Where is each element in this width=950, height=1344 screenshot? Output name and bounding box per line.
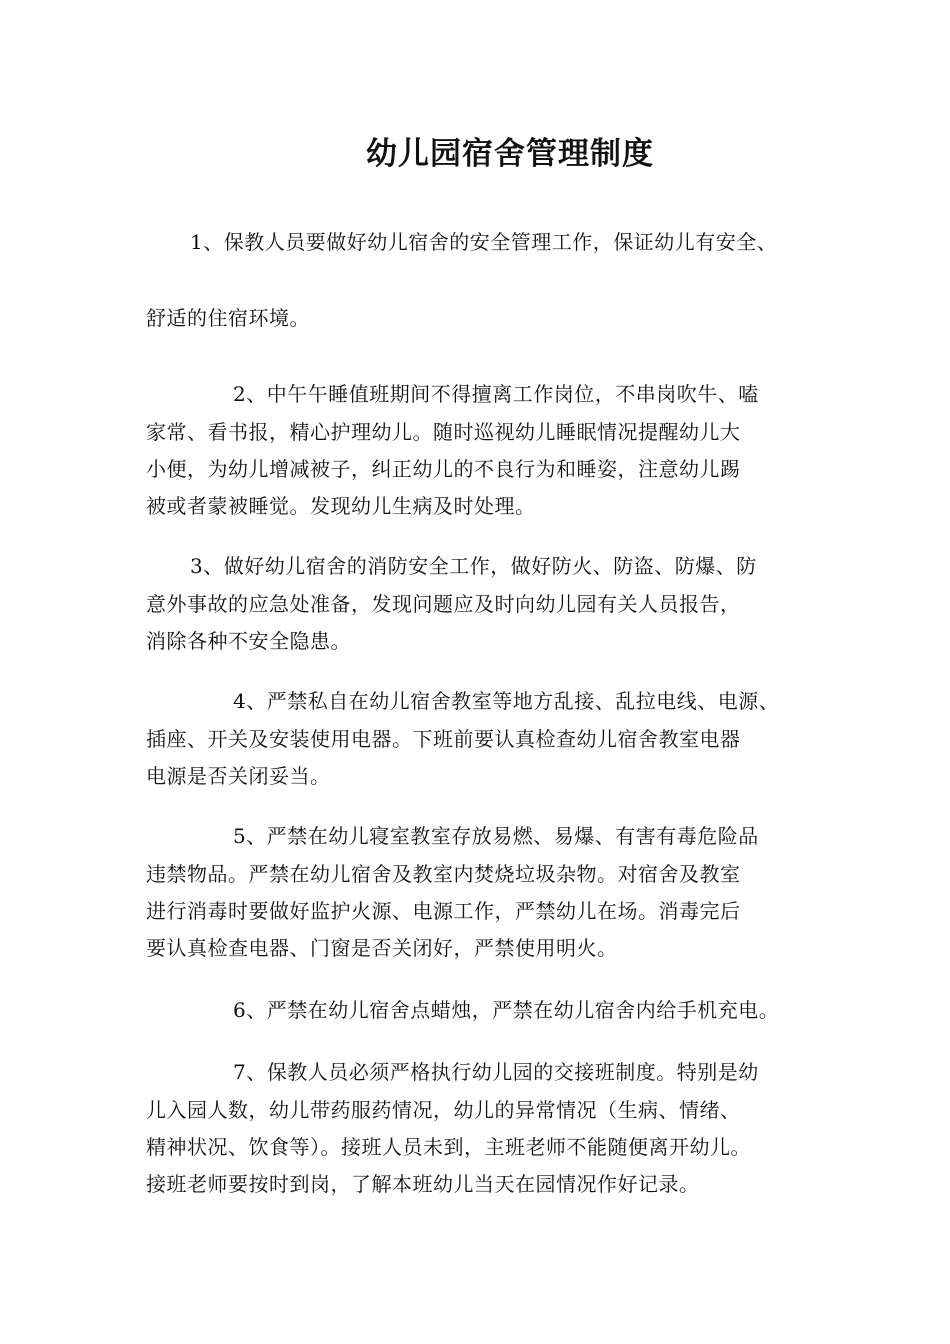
paragraph-3-line-1: 3、做好幼儿宿舍的消防安全工作，做好防火、防盗、防爆、防 [190, 554, 757, 578]
paragraph-5-line-4: 要认真检查电器、门窗是否关闭好，严禁使用明火。 [146, 936, 618, 960]
paragraph-5-line-3: 进行消毒时要做好监护火源、电源工作，严禁幼儿在场。消毒完后 [146, 899, 741, 923]
paragraph-2-line-2: 家常、看书报，精心护理幼儿。随时巡视幼儿睡眠情况提醒幼儿大 [146, 420, 741, 444]
paragraph-1-line-1: 1、保教人员要做好幼儿宿舍的安全管理工作，保证幼儿有安全、 [190, 230, 778, 254]
paragraph-7-line-2: 儿入园人数，幼儿带药服药情况，幼儿的异常情况（生病、情绪、 [146, 1098, 741, 1122]
paragraph-2-line-1: 2、中午午睡值班期间不得擅离工作岗位，不串岗吹牛、嗑 [233, 382, 759, 406]
document-title: 幼儿园宿舍管理制度 [366, 136, 654, 172]
paragraph-3-line-2: 意外事故的应急处准备，发现问题应及时向幼儿园有关人员报告， [146, 592, 741, 616]
paragraph-7-line-4: 接班老师要按时到岗，了解本班幼儿当天在园情况作好记录。 [146, 1172, 700, 1196]
paragraph-7-line-1: 7、保教人员必须严格执行幼儿园的交接班制度。特别是幼 [233, 1060, 759, 1084]
paragraph-3-line-3: 消除各种不安全隐患。 [146, 629, 351, 653]
paragraph-5-line-1: 5、严禁在幼儿寝室教室存放易燃、易爆、有害有毒危险品 [233, 824, 759, 848]
paragraph-7-line-3: 精神状况、饮食等）。接班人员未到，主班老师不能随便离开幼儿。 [146, 1135, 751, 1159]
paragraph-4-line-1: 4、严禁私自在幼儿宿舍教室等地方乱接、乱拉电线、电源、 [233, 689, 780, 713]
paragraph-5-line-2: 违禁物品。严禁在幼儿宿舍及教室内焚烧垃圾杂物。对宿舍及教室 [146, 862, 741, 886]
paragraph-6-line-1: 6、严禁在幼儿宿舍点蜡烛，严禁在幼儿宿舍内给手机充电。 [233, 998, 780, 1022]
paragraph-1-line-2: 舒适的住宿环境。 [146, 306, 310, 330]
paragraph-4-line-2: 插座、开关及安装使用电器。下班前要认真检查幼儿宿舍教室电器 [146, 727, 741, 751]
paragraph-4-line-3: 电源是否关闭妥当。 [146, 764, 331, 788]
paragraph-2-line-4: 被或者蒙被睡觉。发现幼儿生病及时处理。 [146, 494, 536, 518]
paragraph-2-line-3: 小便，为幼儿增减被子，纠正幼儿的不良行为和睡姿，注意幼儿踢 [146, 457, 741, 481]
